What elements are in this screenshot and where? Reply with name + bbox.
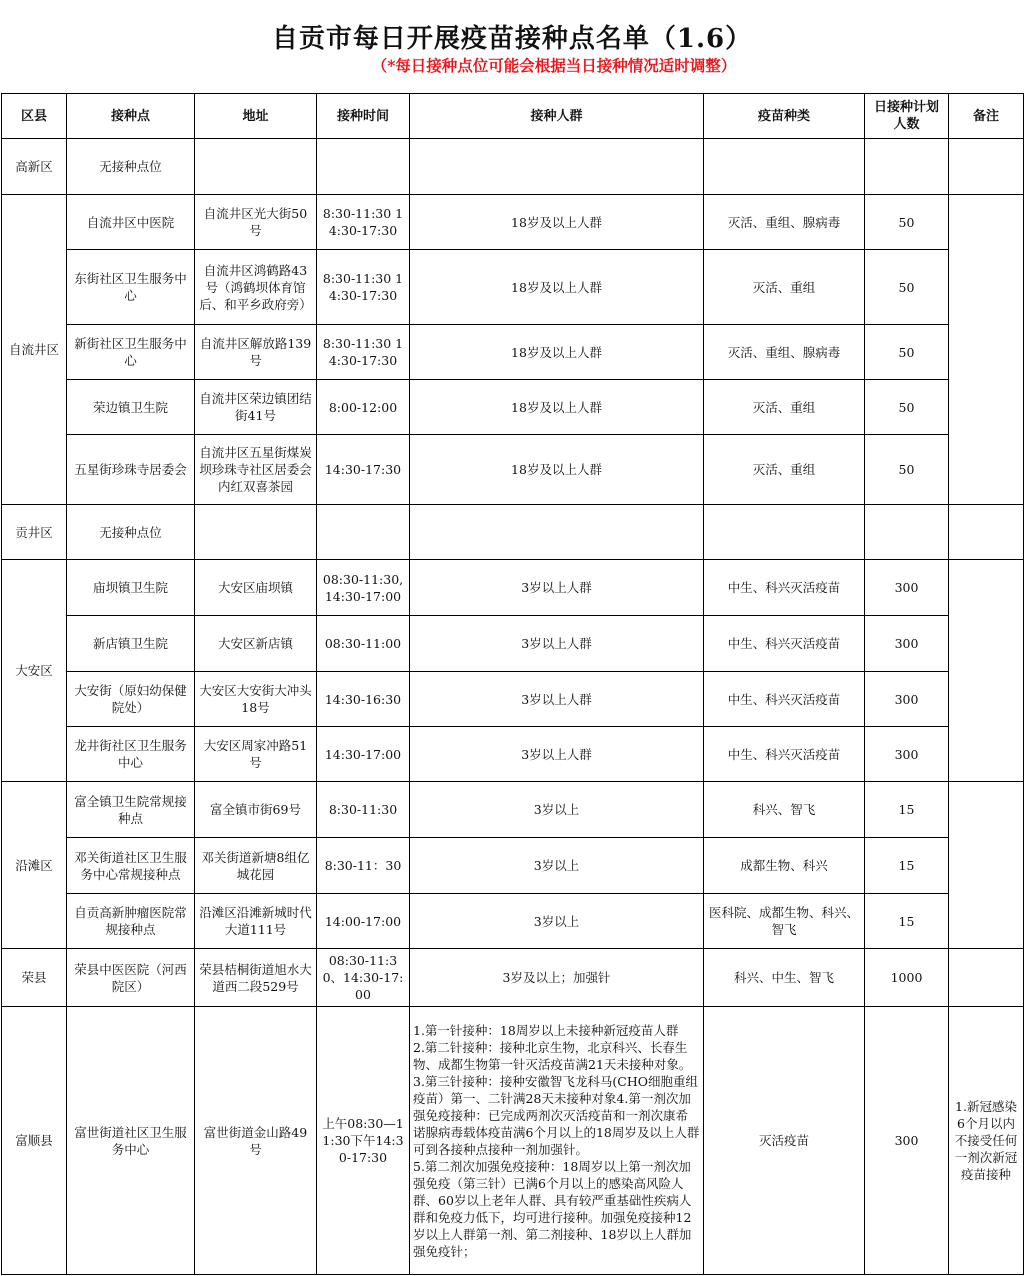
site-cell: 荣边镇卫生院 (67, 380, 195, 435)
time-cell: 上午08:30—11:30下午14:30-17:30 (317, 1007, 410, 1275)
address-cell: 自流井区解放路139号 (195, 325, 317, 380)
address-cell: 自流井区荣边镇团结街41号 (195, 380, 317, 435)
plan-cell: 15 (865, 894, 949, 949)
page-title: 自贡市每日开展疫苗接种点名单（1.6） (271, 24, 753, 54)
time-cell: 14:30-16:30 (317, 672, 410, 727)
plan-cell: 50 (865, 435, 949, 505)
header-vaccine: 疫苗种类 (704, 94, 865, 139)
vaccine-cell: 中生、科兴灭活疫苗 (704, 727, 865, 782)
page-subtitle: （*每日接种点位可能会根据当日接种情况适时调整） (371, 56, 737, 75)
header-time: 接种时间 (317, 94, 410, 139)
site-cell: 自贡高新肿瘤医院常规接种点 (67, 894, 195, 949)
site-cell: 富全镇卫生院常规接种点 (67, 782, 195, 838)
address-cell: 大安区新店镇 (195, 616, 317, 672)
time-cell: 8:30-11：30 (317, 838, 410, 894)
table-row (2, 560, 1024, 616)
address-cell: 荣县桔桐街道旭水大道西二段529号 (195, 949, 317, 1007)
time-cell: 8:30-11:30 14:30-17:30 (317, 250, 410, 325)
table-row (2, 380, 1024, 435)
time-cell: 08:30-11:30,14:30-17:00 (317, 560, 410, 616)
header-plan: 日接种计划人数 (865, 94, 949, 139)
site-cell: 庙坝镇卫生院 (67, 560, 195, 616)
site-cell: 新店镇卫生院 (67, 616, 195, 672)
plan-cell: 50 (865, 380, 949, 435)
plan-cell: 300 (865, 560, 949, 616)
plan-cell: 50 (865, 325, 949, 380)
vaccine-cell: 灭活、重组 (704, 250, 865, 325)
vaccination-table (1, 93, 1024, 1275)
plan-cell: 50 (865, 195, 949, 250)
table-row (2, 727, 1024, 782)
group-cell: 3岁以上 (410, 838, 704, 894)
vaccine-cell: 科兴、中生、智飞 (704, 949, 865, 1007)
address-cell: 自流井区五星街煤炭坝珍珠寺社区居委会内红双喜茶园 (195, 435, 317, 505)
vaccine-cell: 灭活、重组 (704, 380, 865, 435)
district-cell: 沿滩区 (2, 782, 67, 949)
header-remark: 备注 (949, 94, 1024, 139)
site-cell: 无接种点位 (67, 505, 195, 560)
table-row (2, 195, 1024, 250)
plan-cell: 300 (865, 672, 949, 727)
remark-cell (949, 782, 1024, 949)
group-note-line: 2.第二针接种：接种北京生物，北京科兴、长春生物、成都生物第一针灭活疫苗满21天未接种对象。 (413, 1039, 692, 1072)
district-cell: 富顺县 (2, 1007, 67, 1275)
time-cell: 8:30-11:30 (317, 782, 410, 838)
group-note-line: 3.第三针接种：接种安徽智飞龙科马(CHO细胞重组疫苗）第一、二针满28天未接种对象4.第一剂次加强免疫接种：已完成两剂次灭活疫苗和一剂次康希诺腺病毒载体疫苗满6个月以上的18周岁及以上人群可到各接种点接种一剂加强针。 (413, 1073, 700, 1157)
site-cell: 富世街道社区卫生服务中心 (67, 1007, 195, 1275)
table-row (2, 838, 1024, 894)
site-cell: 新街社区卫生服务中心 (67, 325, 195, 380)
address-cell: 自流井区鸿鹤路43号（鸿鹤坝体育馆后、和平乡政府旁） (195, 250, 317, 325)
time-cell: 14:00-17:00 (317, 894, 410, 949)
table-row (2, 1007, 1024, 1275)
address-cell: 沿滩区沿滩新城时代大道111号 (195, 894, 317, 949)
time-cell: 8:30-11:30 14:30-17:30 (317, 325, 410, 380)
table-header-row (2, 94, 1024, 139)
site-cell: 无接种点位 (67, 139, 195, 195)
table-row (2, 672, 1024, 727)
remark-cell (949, 949, 1024, 1007)
vaccine-cell: 科兴、智飞 (704, 782, 865, 838)
table-row (2, 250, 1024, 325)
header-address: 地址 (195, 94, 317, 139)
group-cell: 3岁以上人群 (410, 727, 704, 782)
site-cell: 大安街（原妇幼保健院处） (67, 672, 195, 727)
plan-cell: 50 (865, 250, 949, 325)
address-cell: 自流井区光大街50号 (195, 195, 317, 250)
district-cell: 自流井区 (2, 195, 67, 505)
header-site: 接种点 (67, 94, 195, 139)
vaccine-cell: 成都生物、科兴 (704, 838, 865, 894)
group-note-line: 1.第一针接种：18周岁以上未接种新冠疫苗人群 (413, 1022, 679, 1038)
district-cell: 贡井区 (2, 505, 67, 560)
group-cell: 18岁及以上人群 (410, 380, 704, 435)
remark-cell (949, 560, 1024, 782)
time-cell: 14:30-17:00 (317, 727, 410, 782)
time-cell: 08:30-11:00 (317, 616, 410, 672)
group-cell (410, 1007, 704, 1275)
address-cell: 大安区庙坝镇 (195, 560, 317, 616)
group-cell: 3岁以上 (410, 782, 704, 838)
plan-cell: 300 (865, 727, 949, 782)
district-cell: 高新区 (2, 139, 67, 195)
header-group: 接种人群 (410, 94, 704, 139)
plan-cell: 1000 (865, 949, 949, 1007)
group-cell: 18岁及以上人群 (410, 325, 704, 380)
site-cell: 荣县中医医院（河西院区） (67, 949, 195, 1007)
plan-cell: 300 (865, 616, 949, 672)
time-cell: 8:00-12:00 (317, 380, 410, 435)
vaccine-cell: 医科院、成都生物、科兴、智飞 (704, 894, 865, 949)
vaccine-cell: 灭活、重组 (704, 435, 865, 505)
site-cell: 邓关街道社区卫生服务中心常规接种点 (67, 838, 195, 894)
group-cell: 18岁及以上人群 (410, 435, 704, 505)
table-row (2, 949, 1024, 1007)
table-row (2, 139, 1024, 195)
table-row (2, 505, 1024, 560)
address-cell: 大安区周家冲路51号 (195, 727, 317, 782)
time-cell: 14:30-17:30 (317, 435, 410, 505)
remark-cell: 1.新冠感染6个月以内不接受任何一剂次新冠疫苗接种 (949, 1007, 1024, 1275)
group-cell: 3岁及以上；加强针 (410, 949, 704, 1007)
group-cell: 18岁及以上人群 (410, 195, 704, 250)
plan-cell: 300 (865, 1007, 949, 1275)
site-cell: 龙井街社区卫生服务中心 (67, 727, 195, 782)
district-cell: 荣县 (2, 949, 67, 1007)
address-cell: 邓关街道新塘8组亿城花园 (195, 838, 317, 894)
table-row (2, 894, 1024, 949)
plan-cell: 15 (865, 838, 949, 894)
time-cell: 8:30-11:30 14:30-17:30 (317, 195, 410, 250)
plan-cell: 15 (865, 782, 949, 838)
group-cell: 3岁以上人群 (410, 616, 704, 672)
group-cell: 3岁以上人群 (410, 672, 704, 727)
site-cell: 自流井区中医院 (67, 195, 195, 250)
group-cell: 3岁以上 (410, 894, 704, 949)
header-district: 区县 (2, 94, 67, 139)
table-row (2, 616, 1024, 672)
address-cell: 大安区大安街大冲头18号 (195, 672, 317, 727)
group-cell: 18岁及以上人群 (410, 250, 704, 325)
group-cell: 3岁以上人群 (410, 560, 704, 616)
vaccine-cell: 灭活、重组、腺病毒 (704, 195, 865, 250)
vaccine-cell: 中生、科兴灭活疫苗 (704, 616, 865, 672)
vaccine-cell: 中生、科兴灭活疫苗 (704, 560, 865, 616)
table-row (2, 782, 1024, 838)
remark-cell (949, 195, 1024, 505)
table-row (2, 435, 1024, 505)
vaccine-cell: 中生、科兴灭活疫苗 (704, 672, 865, 727)
address-cell: 富全镇市街69号 (195, 782, 317, 838)
site-cell: 东街社区卫生服务中心 (67, 250, 195, 325)
time-cell: 08:30-11:30、14:30-17:00 (317, 949, 410, 1007)
site-cell: 五星街珍珠寺居委会 (67, 435, 195, 505)
district-cell: 大安区 (2, 560, 67, 782)
group-note-line: 5.第二剂次加强免疫接种：18周岁以上第一剂次加强免疫（第三针）已满6个月以上的感染高风险人群、60岁以上老年人群、具有较严重基础性疾病人群和免疫力低下，均可进行接种。加强免疫接种12岁以上人群第一剂、第二剂接种、18岁以上人群加强免疫针； (413, 1158, 692, 1259)
vaccine-cell: 灭活疫苗 (704, 1007, 865, 1275)
address-cell: 富世街道金山路49号 (195, 1007, 317, 1275)
table-row (2, 325, 1024, 380)
vaccine-cell: 灭活、重组、腺病毒 (704, 325, 865, 380)
